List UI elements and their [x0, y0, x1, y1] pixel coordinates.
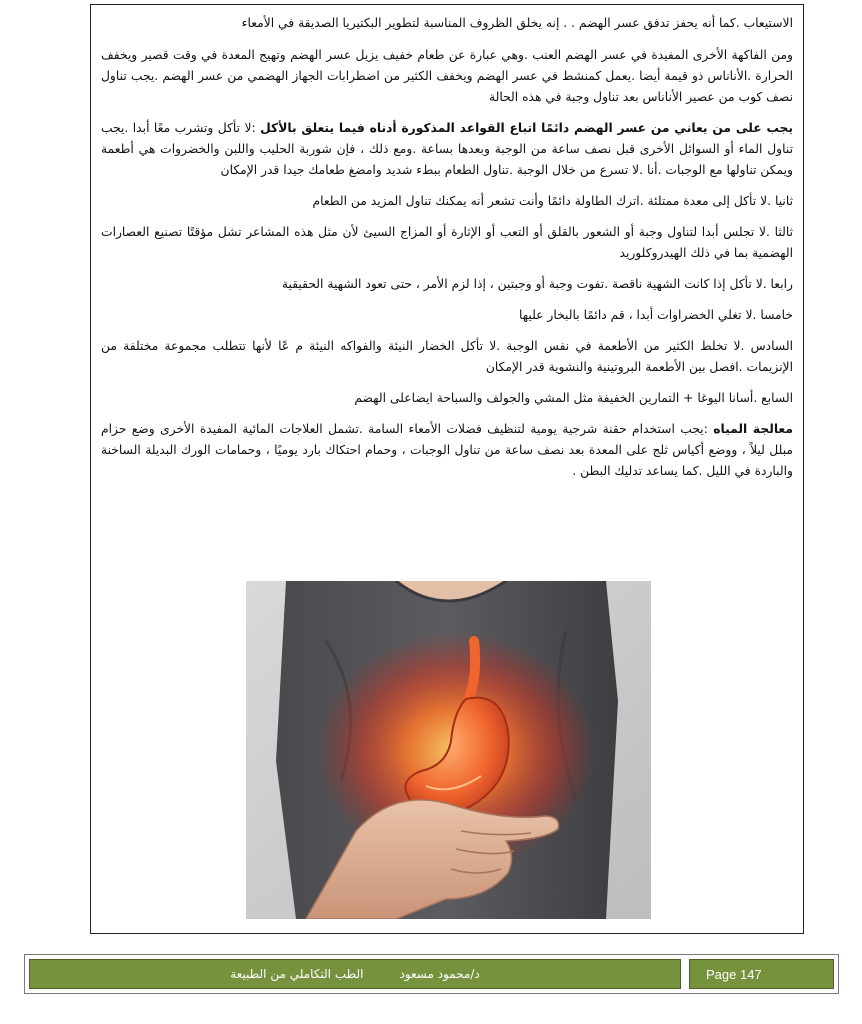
page-footer	[24, 954, 839, 994]
paragraph-1: الاستيعاب .كما أنه يحفز تدفق عسر الهضم . . إنه يخلق الظروف المناسبة لتطوير البكتيريا الصديقة في الأمعاء	[241, 16, 793, 30]
stomach-pain-illustration	[246, 581, 651, 919]
paragraph-5: ثالثا .لا تجلس أبدا لتناول وجبة أو الشعور بالقلق أو التعب أو الإثارة أو المزاج السيئ لأن مثل هذه المشاعر تشل مؤقتًا تصنيع العصارات الهضمية بما في ذلك الهيدروكلوريد	[101, 225, 793, 260]
eating-rules-heading: يجب على من يعاني من عسر الهضم دائمًا اتباع القواعد المذكورة أدناه فيما يتعلق بالأكل	[260, 121, 793, 135]
paragraph-7: خامسا .لا تغلي الخضراوات أبدا ، قم دائمًا بالبخار عليها	[518, 308, 793, 322]
paragraph-9: السابع .أسانا اليوغا + التمارين الخفيفة مثل المشي والجولف والسباحة ايضاعلى الهضم	[354, 391, 793, 405]
stomach-pain-photo	[246, 581, 651, 919]
paragraph-6: رابعا .لا تأكل إذا كانت الشهية ناقصة .تفوت وجبة أو وجبتين ، إذا لزم الأمر ، حتى تعود الشهية الحقيقية	[281, 277, 793, 291]
footer-page-box	[689, 959, 834, 989]
paragraph-4: ثانيا .لا تأكل إلى معدة ممتلئة .اترك الطاولة دائمًا وأنت تشعر أنه يمكنك تناول المزيد من الطعام	[312, 194, 793, 208]
paragraph-8: السادس .لا تخلط الكثير من الأطعمة في نفس الوجبة .لا تأكل الخضار النيئة والفواكه النيئة م عًا لأنها تتطلب مجموعة مختلفة من الإنزيمات .افصل بين الأطعمة البروتينية والنشوية قدر الإمكان	[101, 339, 793, 374]
page-number: Page 147	[706, 966, 762, 982]
page-frame	[90, 4, 804, 934]
footer-title-bar	[29, 959, 681, 989]
paragraph-3: يجب على من يعاني من عسر الهضم دائمًا اتباع القواعد المذكورة أدناه فيما يتعلق بالأكل :لا تأكل وتشرب معًا أبدا .يجب تناول الماء أو السوائل الأخرى قبل نصف ساعة من الوجبة وبعدها بساعة .ومع ذلك ، فإن شوربة الحليب واللبن والخضروات هي أطعمة ويمكن تناولها مع الوجبات .أنا .لا تسرع من خلال الوجبة .تناول الطعام ببطء شديد وامضغ طعامك جيدا قدر الإمكان	[101, 121, 793, 177]
footer-book-title: الطب التكاملي من الطبيعة	[230, 967, 364, 981]
paragraph-2: ومن الفاكهة الأخرى المفيدة في عسر الهضم العنب .وهي عبارة عن طعام خفيف يزيل عسر الهضم وتهيج المعدة في وقت قصير ويخفف الحرارة .الأناناس ذو قيمة أيضا .يعمل كمنشط في عسر الهضم ويخفف الكثير من اضطرابات الجهاز الهضمي من عسر الهضم .يجب تناول نصف كوب من عصير الأناناس بعد تناول وجبة في هذه الحالة	[101, 48, 793, 104]
paragraph-10: معالجة المياه :يجب استخدام حقنة شرجية يومية لتنظيف فضلات الأمعاء السامة .تشمل العلاجات المائية المفيدة الأخرى وضع حزام مبلل ليلاً ، ووضع أكياس ثلج على المعدة بعد نصف ساعة من تناول الوجبات ، وحمام احتكاك بارد يوميًا ، وحمامات الورك البديلة الساخنة والباردة في الليل .كما يساعد تدليك البطن .	[101, 422, 793, 478]
water-therapy-heading: معالجة المياه	[713, 422, 793, 436]
article-text	[101, 13, 793, 492]
footer-author: د/محمود مسعود	[399, 967, 480, 981]
